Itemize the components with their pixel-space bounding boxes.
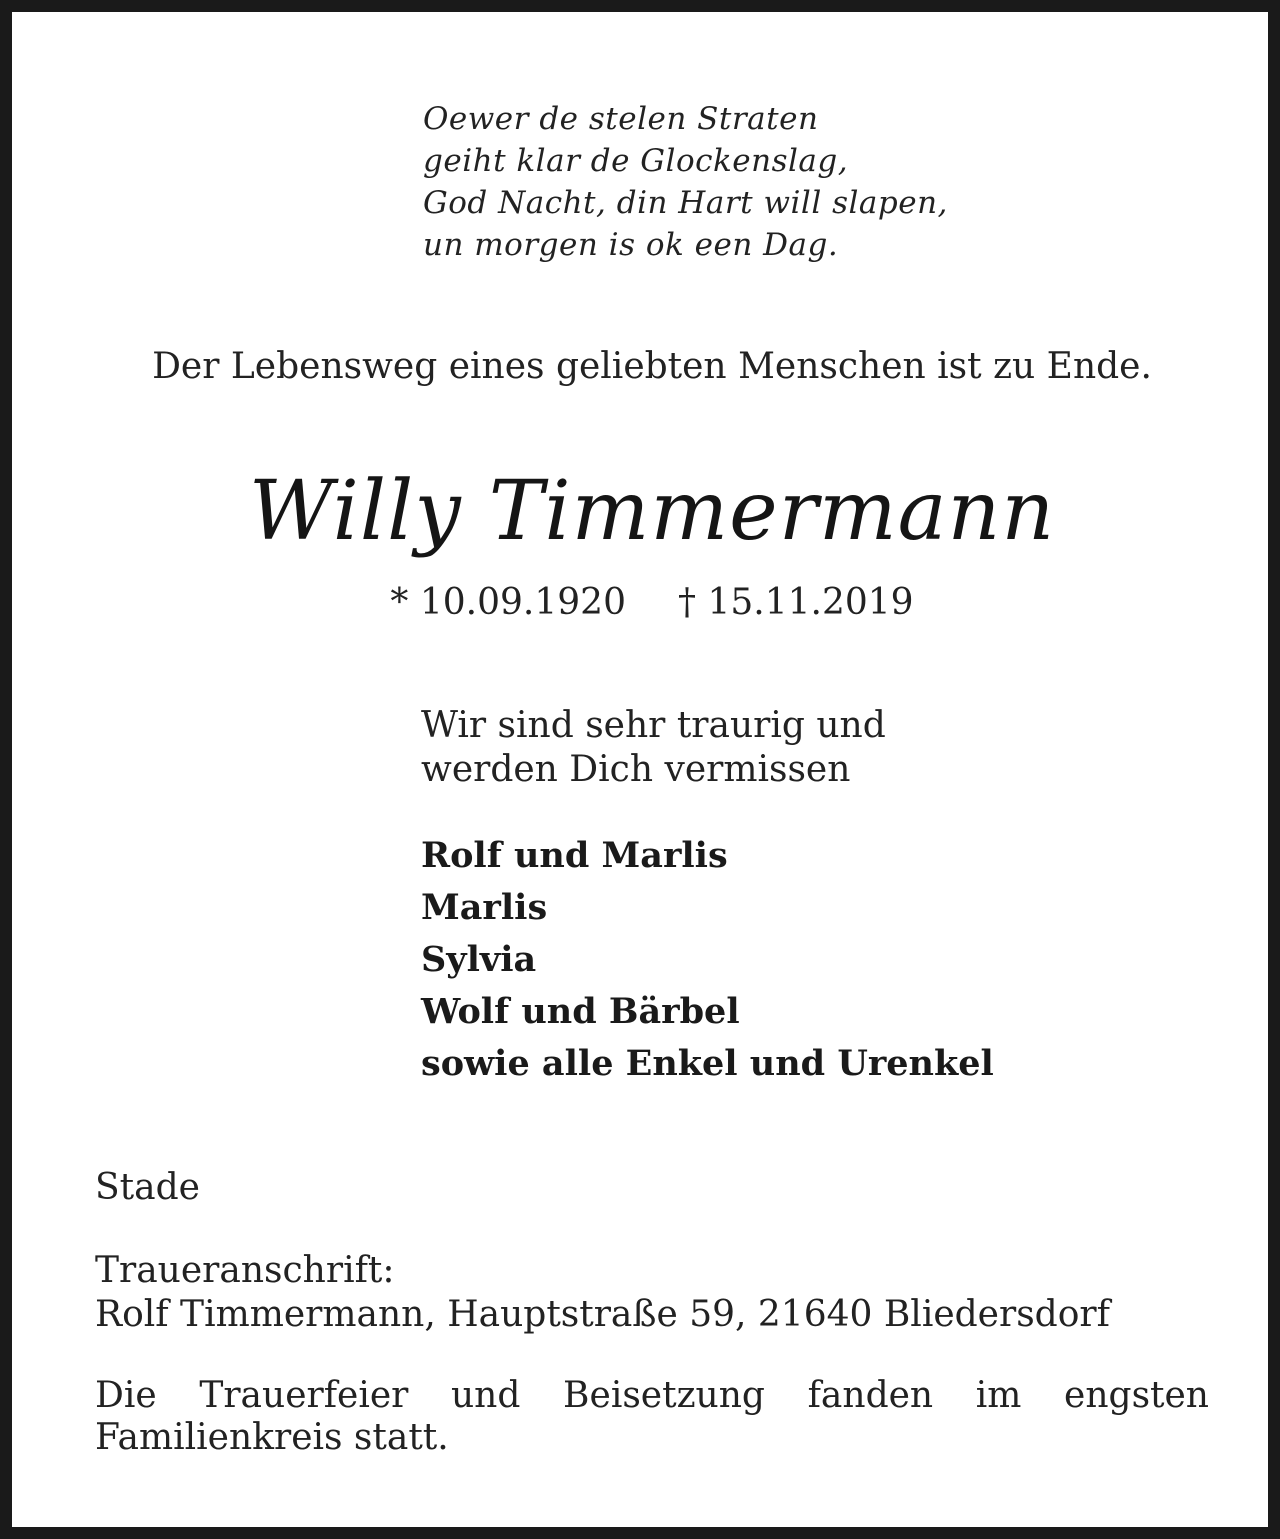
- mourning-line: werden Dich vermissen: [421, 749, 851, 790]
- address-value: Rolf Timmermann, Hauptstraße 59, 21640 Bliedersdorf: [95, 1294, 1110, 1335]
- intro-sentence: Der Lebensweg eines geliebten Menschen ist zu Ende.: [152, 346, 1152, 387]
- life-dates: [12, 578, 1280, 628]
- poem-line: God Nacht, din Hart will slapen,: [423, 185, 948, 221]
- poem-line: Oewer de stelen Straten: [423, 101, 819, 137]
- mourners-list: [421, 830, 994, 1090]
- mourning-address: [95, 1249, 1110, 1337]
- mourner-entry: Sylvia: [421, 939, 537, 980]
- mourner-entry: Rolf und Marlis: [421, 835, 728, 876]
- death-date: † 15.11.2019: [678, 582, 914, 623]
- poem-verse: [423, 98, 948, 266]
- mourning-text: [421, 704, 886, 792]
- mourner-entry: sowie alle Enkel und Urenkel: [421, 1043, 994, 1084]
- poem-line: geiht klar de Glockenslag,: [423, 143, 849, 179]
- mourning-line: Wir sind sehr traurig und: [421, 705, 886, 746]
- funeral-note: Die Trauerfeier und Beisetzung fanden im engsten Familienkreis statt.: [95, 1375, 1209, 1458]
- place-name: Stade: [95, 1167, 200, 1208]
- deceased-name: Willy Timmermann: [248, 464, 1056, 559]
- address-label: Traueranschrift:: [95, 1250, 395, 1291]
- poem-line: un morgen is ok een Dag.: [423, 227, 839, 263]
- mourner-entry: Marlis: [421, 887, 548, 928]
- birth-date: * 10.09.1920: [390, 582, 626, 623]
- mourner-entry: Wolf und Bärbel: [421, 991, 740, 1032]
